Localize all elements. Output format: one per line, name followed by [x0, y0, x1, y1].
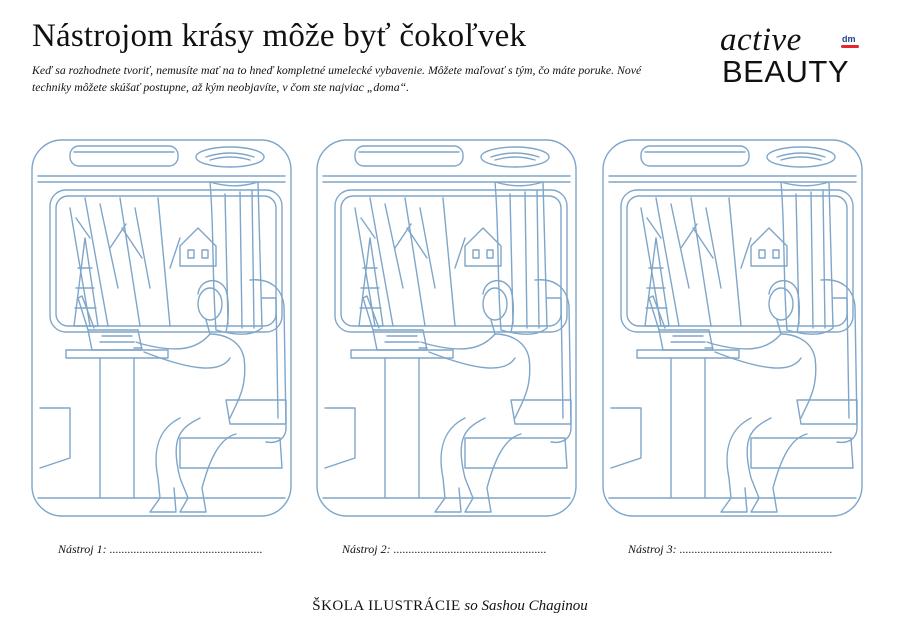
footer-teacher: so Sashou Chaginou [464, 598, 588, 614]
coloring-panel-1 [30, 138, 293, 518]
tool-2-dots: ................................................... [393, 542, 547, 556]
tool-1-field[interactable] [58, 542, 263, 557]
logo-active-text: active [720, 22, 802, 58]
coloring-panel-3 [601, 138, 864, 518]
dm-logo-bar [841, 45, 859, 48]
tool-2-label: Nástroj 2: [342, 542, 391, 556]
tool-2-field[interactable] [342, 542, 547, 557]
train-woman-laptop-illustration [30, 138, 293, 518]
dm-logo-text: dm [842, 34, 856, 44]
active-beauty-logo [720, 22, 870, 89]
train-woman-laptop-illustration [315, 138, 578, 518]
intro-text: Keď sa rozhodnete tvoriť, nemusíte mať na to hneď kompletné umelecké vybavenie. Môžete maľovať s tým, čo máte poruke. Nové techniky môžete skúšať postupne, až kým neobjavíte, v čom ste najviac „doma“. [32, 63, 642, 94]
footer-school: ŠKOLA ILUSTRÁCIE [312, 598, 461, 614]
tool-1-dots: ................................................... [109, 542, 263, 556]
train-woman-laptop-illustration [601, 138, 864, 518]
logo-beauty-text: BEAUTY [722, 54, 850, 89]
page-title: Nástrojom krásy môže byť čokoľvek [32, 18, 527, 54]
footer-credit [0, 598, 900, 615]
tool-3-dots: ................................................... [679, 542, 833, 556]
tool-3-label: Nástroj 3: [628, 542, 677, 556]
coloring-panel-2 [315, 138, 578, 518]
tool-3-field[interactable] [628, 542, 833, 557]
tool-1-label: Nástroj 1: [58, 542, 107, 556]
